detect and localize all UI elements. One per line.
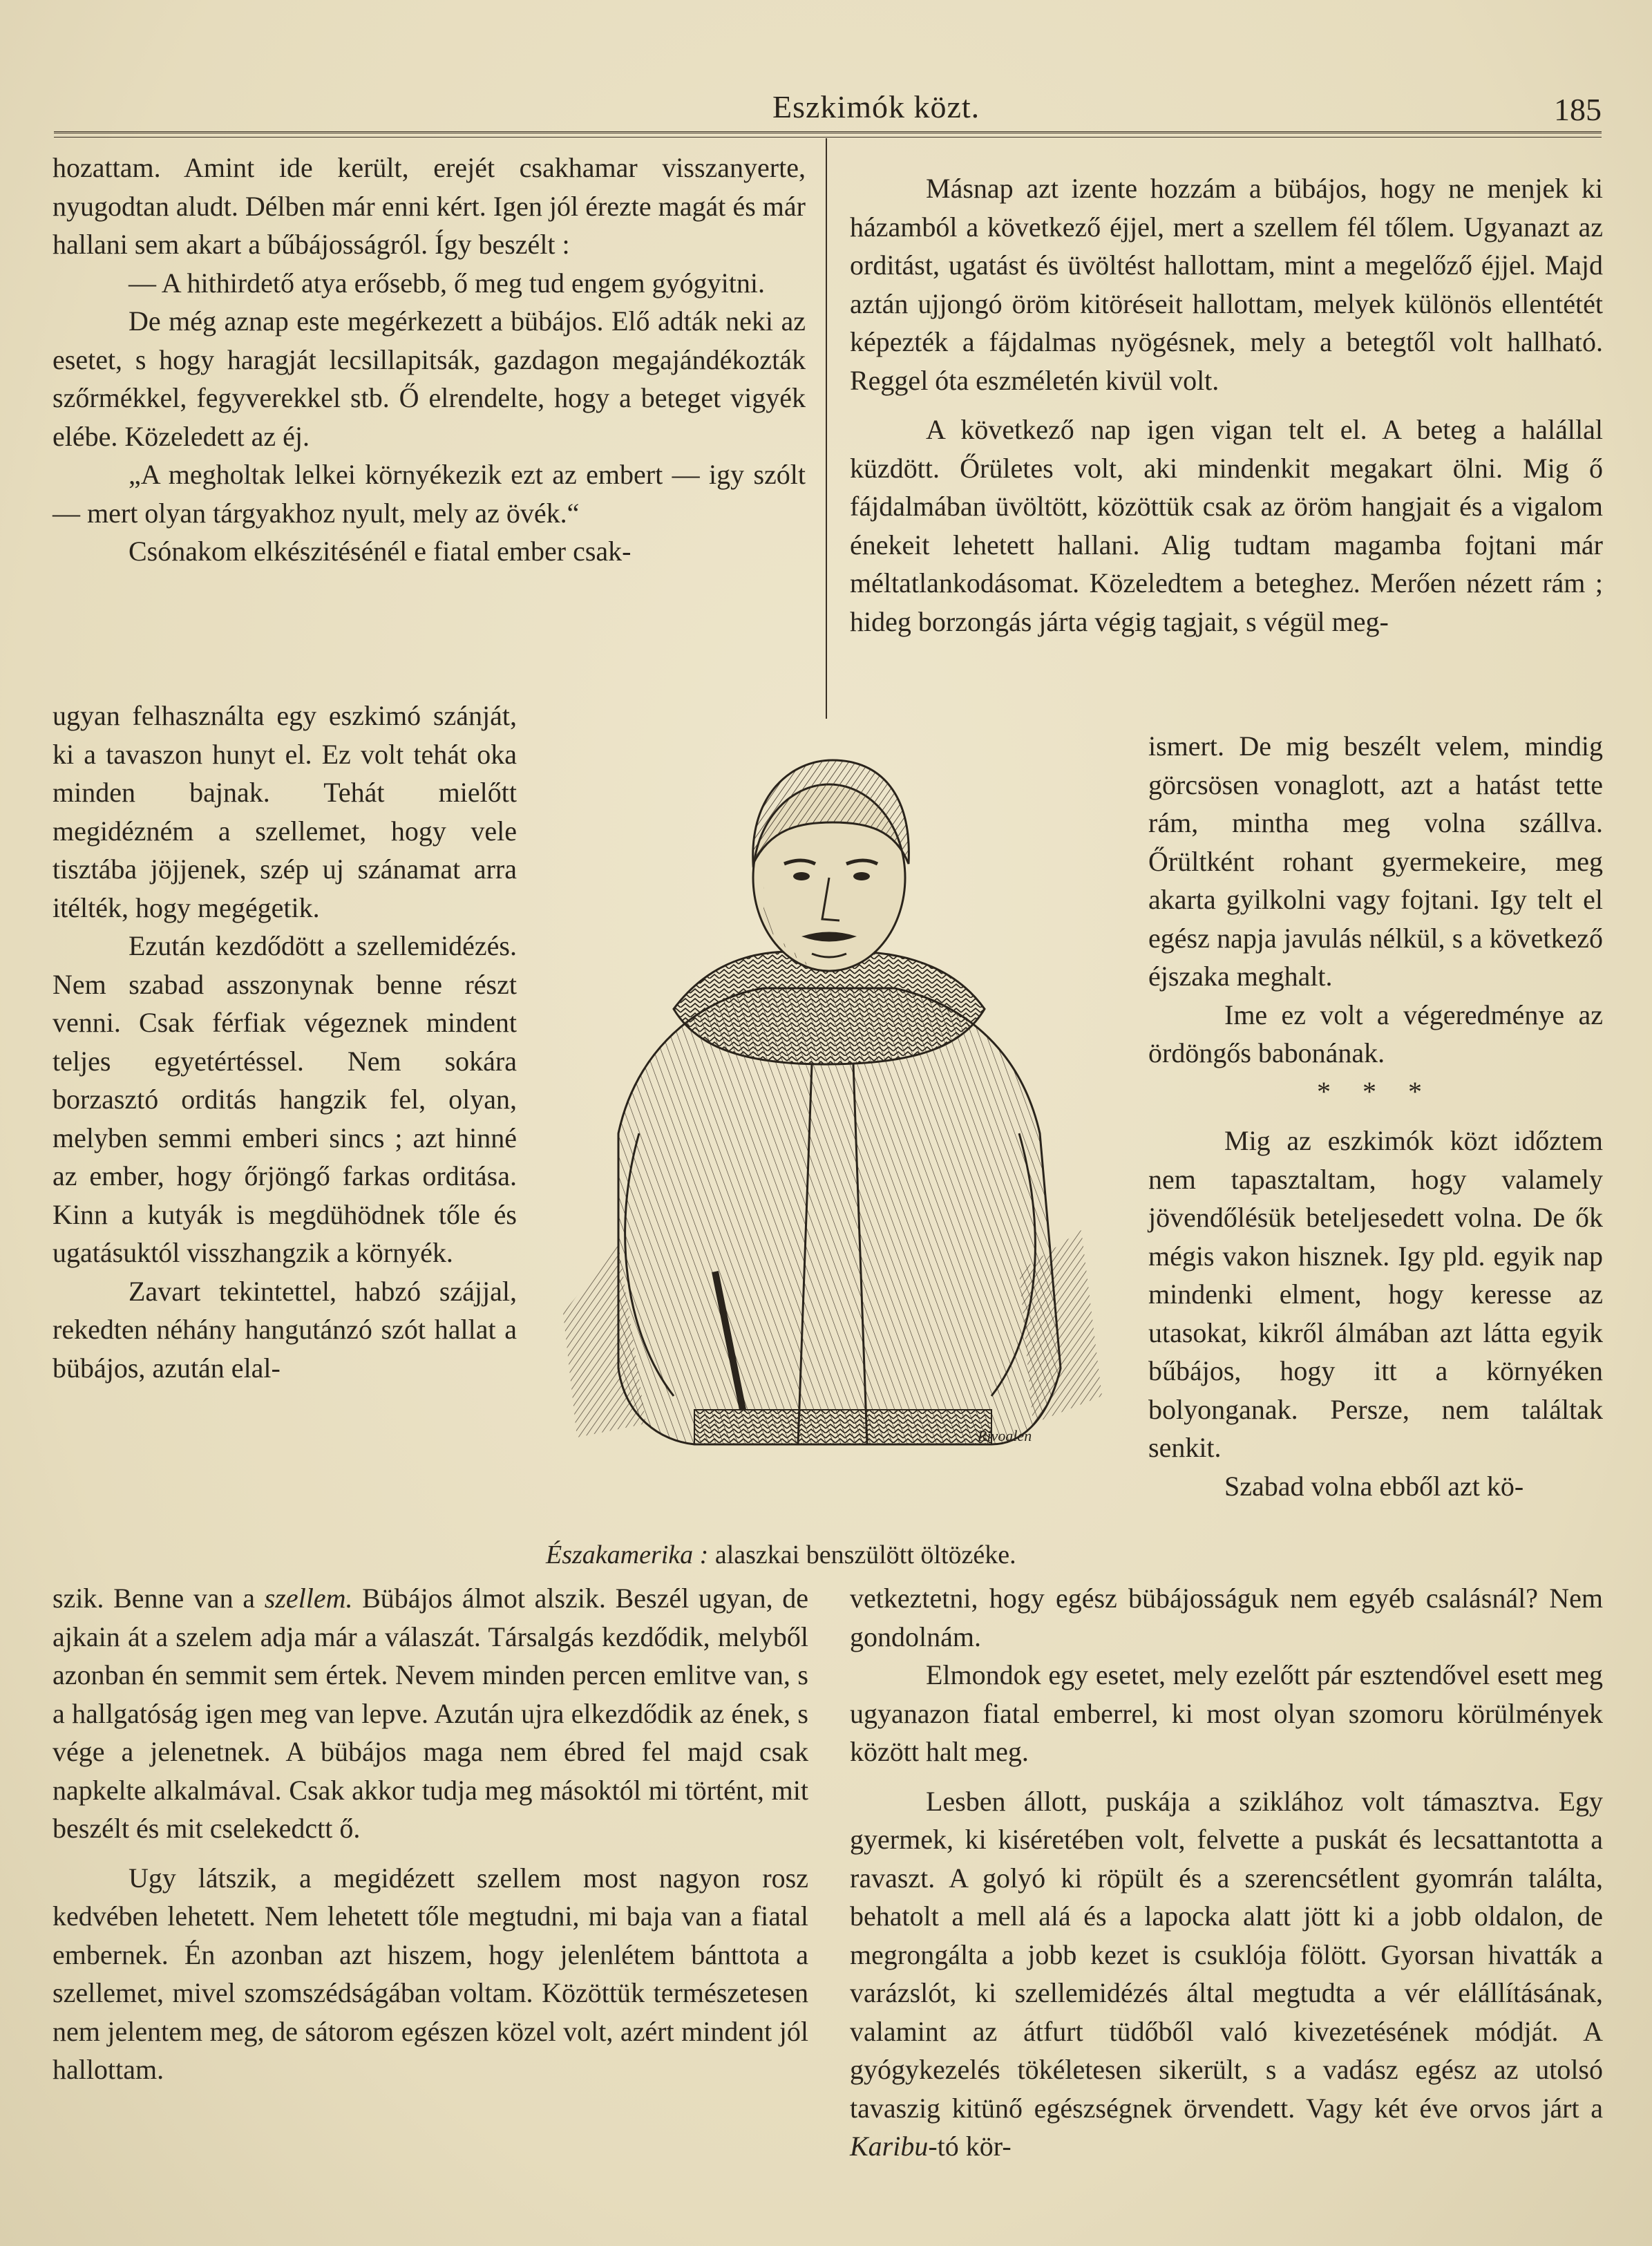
caption-place: Északamerika :	[546, 1540, 709, 1569]
left-column-top	[53, 149, 806, 571]
paragraph: Ugy látszik, a megidézett szellem most nagyon rosz kedvében lehetett. Nem lehetett tőle megtudni, mi baja van a fiatal embernek. Én azonban azt hiszem, hogy jelenlétem bánttota a szellemet, mivel szomszédságában voltam. Közöttük természetesen nem jelentem meg, de sátorom egészen közel volt, azért mindent jól hallottam.	[53, 1862, 808, 2085]
paragraph: Zavart tekintettel, habzó szájjal, rekedten néhány hangutánzó szót hallat a bübájos, azután elal-	[53, 1275, 517, 1384]
paragraph: Elmondok egy esetet, mely ezelőtt pár esztendővel esett meg ugyanazon fiatal emberrel, ki most olyan szomoru körülmények között halt meg.	[850, 1659, 1603, 1767]
page-number: 185	[1554, 92, 1602, 127]
left-column-narrow	[53, 697, 517, 1387]
text-run: -tó kör-	[928, 2131, 1012, 2162]
left-column-bottom	[53, 1579, 808, 2089]
emphasis: szellem.	[264, 1583, 353, 1614]
running-title: Eszkimók közt.	[772, 89, 980, 124]
paragraph: Ezután kezdődött a szellemidézés. Nem szabad asszonynak benne részt venni. Csak férfiak végeznek mindent teljes egyetértéssel. Nem sokára borzasztó orditás hangzik fel, olyan, melyben semmi emberi sincs ; azt hinné az ember, hogy őrjöngő farkas orditása. Kinn a kutyák is megdühödnek tőle és ugatásuktól visszhangzik a környék.	[53, 930, 517, 1268]
figure-caption	[546, 1540, 1140, 1570]
paragraph: Mig az eszkimók közt időztem nem tapasztaltam, hogy valamely jövendőlésük beteljesedett volna. De ők mégis vakon hisznek. Igy pld. egyik nap mindenki elment, hogy keresse az utasokat, kikről álmában azt látta egyik bűbájos, hogy itt a környéken bolyonganak. Persze, nem találtak senkit.	[1148, 1125, 1603, 1463]
right-column-top	[850, 169, 1603, 641]
paragraph: Ime ez volt a végeredménye az ördöngős babonának.	[1148, 999, 1603, 1068]
engraving-eskimo-portrait-icon	[535, 746, 1123, 1520]
right-column-narrow	[1148, 727, 1603, 1505]
paragraph: — A hithirdető atya erősebb, ő meg tud engem gyógyitni.	[129, 267, 765, 299]
paragraph: vetkeztetni, hogy egész bübájosságuk nem egyéb csalásnál? Nem gondolnám.	[850, 1583, 1603, 1652]
paragraph	[53, 1579, 808, 1848]
paragraph: De még aznap este megérkezett a bübájos. Elő adták neki az esetet, s hogy haragját lecsillapitsák, gazdagon megajándékozták szőrmékkel, fegyverekkel stb. Ő elrendelte, hogy a beteget vigyék elébe. Közeledett az éj.	[53, 305, 806, 452]
page-header	[54, 88, 1602, 137]
header-rule-thin	[54, 137, 1602, 138]
paragraph	[850, 1782, 1603, 2166]
caption-text: alaszkai benszülött öltözéke.	[714, 1540, 1016, 1569]
paragraph: ismert. De mig beszélt velem, mindig görcsösen vonaglott, azt a hatást tette rám, mintha meg volna szállva. Őrültként rohant gyermekeire, meg akarta gyilkolni vagy fojtani. Igy telt el egész napja javulás nélkül, s a következő éjszaka meghalt.	[1148, 730, 1603, 992]
text-run: Bübájos álmot alszik. Beszél ugyan, de ajkain át a szelem adja már a válaszát. Társalgás kezdődik, melyből azonban én semmit sem értek. Nevem minden percen emlitve van, s a hallgatóság igen meg van lepve. Azután ujra elkezdődik az ének, s vége a jelenetnek. A bübájos maga nem ébred fel majd csak napkelte alkalmával. Csak akkor tudja meg másoktól mi történt, mit beszélt és mit cselekedctt ő.	[53, 1583, 808, 1844]
paragraph: „A megholtak lelkei környékezik ezt az embert — igy szólt — mert olyan tárgyakhoz nyult, mely az övék.“	[53, 459, 806, 529]
paragraph: A következő nap igen vigan telt el. A beteg a halállal küzdött. Őrületes volt, aki mindenkit megakart ölni. Mig ő fájdalmában üvöltött, közöttük csak az öröm hangjait és a vigalom énekeit lehetett hallani. Alig tudtam magamba fojtani már méltatlankodásomat. Közeledtem a beteghez. Merően nézett rám ; hideg borzongás járta végig tagjait, s végül meg-	[850, 414, 1603, 637]
text-run: Lesben állott, puskája a sziklához volt támasztva. Egy gyermek, ki kiséretében volt, felvette a puskát és lecsattantotta a ravaszt. A golyó ki röpült és a szerencsétlent gyomrán találta, behatolt a mell alá és a lapocka alatt jött ki a jobb oldalon, de megrongálta a jobb kezet is csuklója fölött. Gyorsan hivatták a varázslót, ki szellemidézés által megtudta a vér elállításának, valamint az átfurt tüdőből való kivezetésének módját. A gyógykezelés tökéletesen sikerült, s a vadász egész az utolsó tavaszig kitünő egészségnek örvendett. Vagy két éve orvos járt a	[850, 1785, 1603, 2124]
section-separator: * * *	[1317, 1075, 1434, 1107]
emphasis: Karibu	[850, 2131, 929, 2162]
paragraph: Másnap azt izente hozzám a bübájos, hogy ne menjek ki házamból a következő éjjel, mert a szellem fél tőlem. Ugyanazt az orditást, ugatást és üvöltést hallottam, mint a megelőző éjjel. Majd aztán ujjongó öröm kitöréseit hallottam, melyek különös ellentétét képezték a fájdalmas nyögésnek, mely a betegtől volt hallható. Reggel óta eszméletén kivül volt.	[850, 173, 1603, 396]
column-divider	[826, 138, 827, 719]
figure-illustration	[535, 746, 1123, 1520]
paragraph: Szabad volna ebből azt kö-	[1224, 1470, 1524, 1502]
paragraph: ugyan felhasználta egy eszkimó szánját, ki a tavaszon hunyt el. Ez volt tehát oka minden bajnak. Tehát mielőtt megidézném a szellemet, hogy vele tisztába jöjjenek, szép uj szánamat arra itélték, hogy megégetik.	[53, 700, 517, 923]
signature: Rivoalen	[978, 1427, 1032, 1444]
header-rule	[54, 131, 1602, 136]
paragraph: hozattam. Amint ide került, erejét csakhamar visszanyerte, nyugodtan aludt. Délben már enni kért. Igen jól érezte magát és már hallani sem akart a bűbájosságról. Így beszélt :	[53, 152, 806, 260]
paragraph: Csónakom elkészitésénél e fiatal ember csak-	[129, 536, 632, 567]
right-column-bottom	[850, 1579, 1603, 2166]
text-run: szik. Benne van a	[53, 1583, 265, 1614]
